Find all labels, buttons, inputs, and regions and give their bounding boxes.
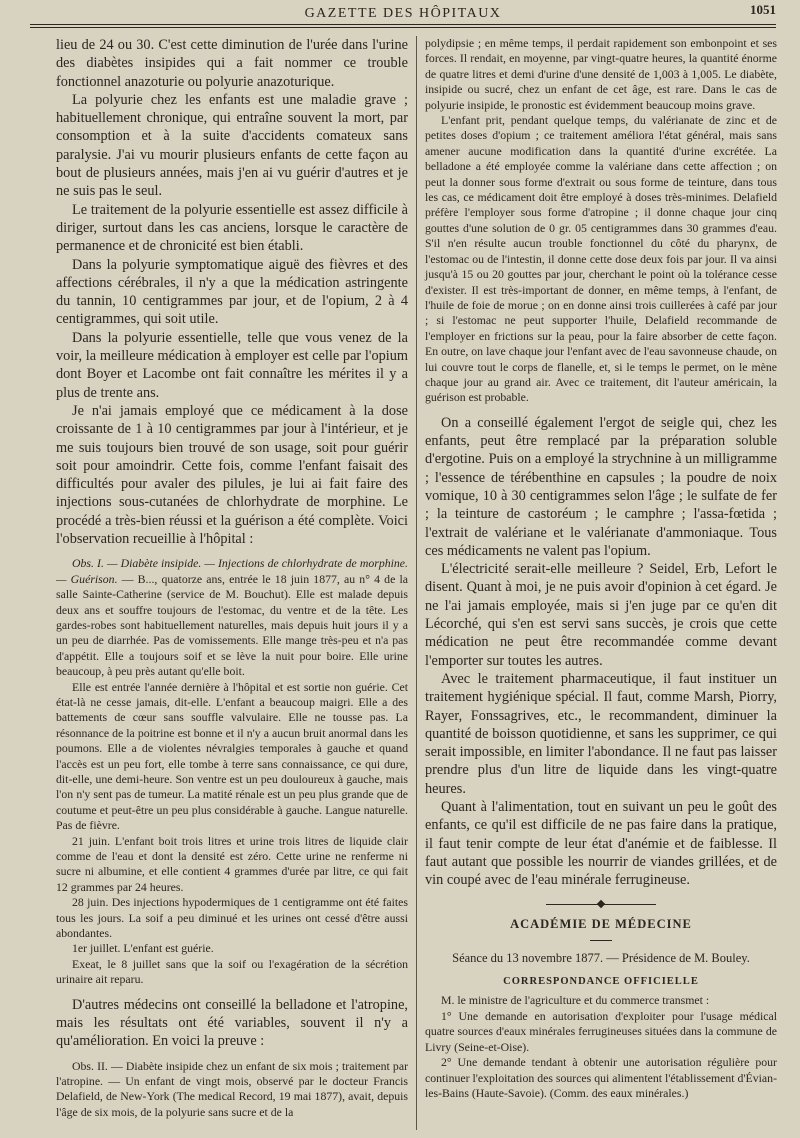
paragraph: Dans la polyurie symptomatique aiguë des fièvres et des affections cérébrales, il n'y a que la médication astringente du tannin, 10 centigrammes par jour, et de l'opium, 2 à 4 centigrammes, qui soit utile. (56, 256, 408, 328)
observation-1-paragraph (56, 556, 408, 679)
paragraph: lieu de 24 ou 30. C'est cette diminution de l'urée dans l'urine des diabètes insipides qui a fait nommer ce trouble fonctionnel anazoturie ou polyurie anazoturique. (56, 37, 408, 90)
running-title: GAZETTE DES HÔPITAUX (304, 6, 502, 21)
section-divider (546, 901, 656, 909)
paragraph: Le traitement de la polyurie essentielle est assez difficile à diriger, surtout dans les cas anciens, lorsque le caractère de permanence et de chronicité est bien établi. (56, 201, 408, 255)
paragraph: On a conseillé également l'ergot de seigle qui, chez les enfants, peut être remplacé par la préparation soluble d'ergotine. Puis on a employé la strychnine à un milligramme ; l'essence de térébenthine en capsules ; la poudre de noix vomique, 10 à 30 centigrammes selon l'âge ; le sulfate de fer ; la teinture de castoréum ; le camphre ; l'assa-fœtida ; l'extrait de valériane et le valérianate d'ammoniaque. Tous ces médicaments ne valent pas l'opium. (425, 414, 777, 559)
observation-paragraph: 28 juin. Des injections hypodermiques de 1 centigramme ont été faites tous les jours. La soif a peu diminué et les urines ont cessé d'être aussi abondantes. (56, 895, 408, 941)
heading-rule (590, 940, 612, 941)
paragraph: Dans la polyurie essentielle, telle que vous venez de la voir, la meilleure médication à employer est celle par l'opium dont Boyer et Lacombe ont fait connaître les mérites il y a plus de trente ans. (56, 329, 408, 401)
paragraph: D'autres médecins ont conseillé la belladone et l'atropine, mais les résultats ont été variables, souvent il n'y a qu'amélioration. En voici la preuve : (56, 996, 408, 1050)
observation-paragraph: L'enfant prit, pendant quelque temps, du valérianate de zinc et de petites doses d'opium ; ce traitement améliora l'état général, mais sans amener aucune modification dans la quantité d'urine excrétée. La belladone a été employée comme la valériane dans cette affection ; on peut la donner sous forme d'extrait ou sous forme de teinture, dans tous les cas, ce médicament doit être employé à doses très-minimes. Delafield préfère l'employer sous forme d'atropine ; il donne chaque jour cinq gouttes d'une solution de 0 gr. 05 centigrammes dans 30 grammes d'eau. S'il n'en résulte aucun trouble fonctionnel du côté du pharynx, de l'estomac ou de l'intestin, il donne cette dose deux fois par jour. Il va ainsi jusqu'à 15 ou 20 gouttes par jour, cherchant le point où la tolérance cesse d'exister. Il est très-important de donner, en même temps, à l'enfant, de l'huile de foie de morue ; on en donne ainsi trois cuillerées à café par jour ; si l'estomac ne peut supporter l'huile, Delafield recommande de l'employer en frictions sur la peau, pour la faire absorber de cette façon. En outre, on lave chaque jour l'enfant avec de l'eau savonneuse chaude, on lui couvre tout le corps de flanelle, et, si le temps le permet, on le mène chaque jour au grand air. Avec ce traitement, dit l'auteur américain, la guérison est probable. (425, 113, 777, 405)
observation-paragraph: Elle est entrée l'année dernière à l'hôpital et est sortie non guérie. Cet état-là ne cesse jamais, dit-elle. L'enfant a beaucoup maigri. Elle a des battements de cœur sans souffle valvulaire. Elle ne tousse pas. La résonnance de la poitrine est bonne et il n'y a aucun bruit anormal dans les poumons. Elle a de violentes névralgies temporales à gauche et quand l'accès est un peu fort, elle tombe à terre sans connaissance, ce qui dure, dit-elle, une demi-heure. Son ventre est un peu douloureux à gauche, mais l'on n'y sent pas de tumeur. La matité rénale est un peu plus grande que de coutume et peut-être un peu plus considérable à gauche. Langue naturelle. Pas de fièvre. (56, 679, 408, 833)
paragraph: Je n'ai jamais employé que ce médicament à la dose croissante de 1 à 10 centigrammes par jour à l'intérieur, et je me suis toujours bien trouvé de son usage, soit pour guérir soit pour amoindrir. Cette fois, comme l'enfant faisait des difficultés pour avaler des pilules, je lui ai fait faire des injections sous-cutanées de chlorhydrate de morphine. Le procédé a très-bien réussi et la guérison a été complète. Voici l'observation recueillie à l'hôpital : (56, 402, 408, 548)
observation-paragraph: 21 juin. L'enfant boit trois litres et urine trois litres de liquide clair comme de l'eau et dont la densité est zéro. Cette urine ne renferme ni sucre ni albumine, et elle contient 4 grammes d'urée par litre, ce qui fait 12 grammes par 24 heures. (56, 833, 408, 894)
observation-paragraph: Exeat, le 8 juillet sans que la soif ou l'exagération de la sécrétion urinaire ait reparu. (56, 956, 408, 987)
paragraph: La polyurie chez les enfants est une maladie grave ; habituellement chronique, qui entraîne souvent la mort, par consomption et à la suite d'accidents comateux sans paralysie. J'ai vu mourir plusieurs enfants de cette façon au bout de plusieurs années, mais j'en ai vu guérir d'autres et je ne suis pas le seul. (56, 91, 408, 200)
correspondence-item: M. le ministre de l'agriculture et du commerce transmet : (441, 993, 710, 1008)
observation-2-paragraph: Obs. II. — Diabète insipide chez un enfant de six mois ; traitement par l'atropine. — Un enfant de vingt mois, observé par le docteur Francis Delafield, de New-York (The medical Record, 19 mai 1877), avait, depuis l'âge de six mois, de la polyurie sans sucre et de la (56, 1058, 408, 1119)
observation-1-title: Obs. I. — Diabète insipide. — Injections de chlorhydrate de morphine. — Guérison. (56, 556, 408, 586)
observation-continued: polydipsie ; en même temps, il perdait rapidement son embonpoint et ses forces. Il rendait, en moyenne, par vingt-quatre heures, la quantité énorme de quatre litres et demi d'urine d'une densité de 1,003 à 1,005. Le diabète, insipide ou sucré, chez un enfant de cet âge, est rare. Dans le cas de polyurie insipide, le pronostic est évidemment beaucoup moins grave. (425, 36, 777, 112)
session-line: Séance du 13 novembre 1877. — Présidence de M. Bouley. (452, 951, 750, 966)
paragraph: L'électricité serait-elle meilleure ? Seidel, Erb, Lefort le disent. Quant à moi, je ne puis avoir d'opinion à cet égard. Je ne l'ai jamais employée, mais si j'en juge par ce qu'en dit Lécorché, qui s'en est servi sans succès, je crois que cette médication ne peut être recommandée comme devant l'emporter sur toutes les autres. (425, 561, 777, 669)
correspondence-item: 2° Une demande tendant à obtenir une autorisation régulière pour continuer l'exploitation des sources qui alimentent l'établissement d'Évian-les-Bains (Haute-Savoie). (Comm. des eaux minérales.) (425, 1055, 777, 1100)
subsection-heading: CORRESPONDANCE OFFICIELLE (503, 976, 699, 988)
left-column (56, 36, 416, 1130)
text-columns (56, 36, 778, 1130)
page-number: 1051 (750, 2, 776, 17)
header-rule (30, 24, 776, 28)
observation-paragraph: 1er juillet. L'enfant est guérie. (72, 941, 214, 956)
observation-1-text: — B..., quatorze ans, entrée le 18 juin 1877, au n° 4 de la salle Sainte-Catherine (service de M. Bouchut). Elle est malade depuis deux ans et souffre toujours de l'estomac, du ventre et de la tête. Les gardes-robes sont habituellement naturelles, mais depuis huit jours il y a un peu de diarrhée. Pas de vomissements. Elle mange très-peu et n'a pas d'appétit. Elle a toujours soif et se lève la nuit pour boire. Elle urine beaucoup, à peu près autant qu'elle boit. (56, 571, 408, 679)
paragraph: Quant à l'alimentation, tout en suivant un peu le goût des enfants, ce qu'il est difficile de ne pas faire dans la pratique, il faut tenir compte de leur état d'anémie et de faiblesse. Il faut autant que possible les nourrir de viandes grillées, et de vin coupé avec de l'eau minérale ferrugineuse. (425, 798, 777, 889)
correspondence-item: 1° Une demande en autorisation d'exploiter pour l'usage médical quatre sources d'eaux minérales ferrugineuses situées dans la commune de Livry (Seine-et-Oise). (425, 1008, 777, 1054)
right-column (416, 36, 777, 1130)
section-heading: ACADÉMIE DE MÉDECINE (510, 917, 692, 932)
paragraph: Avec le traitement pharmaceutique, il faut instituer un traitement hygiénique spécial. Il faut, comme Marsh, Piorry, Rayer, Fonssagrives, etc., le recommandent, diminuer la quantité de boisson quotidienne, et sans les supprimer, ce qui serait impossible, en limiter l'abondance. Il ne faut pas laisser prendre plus d'un litre de liquide dans les vingt-quatre heures. (425, 670, 777, 797)
